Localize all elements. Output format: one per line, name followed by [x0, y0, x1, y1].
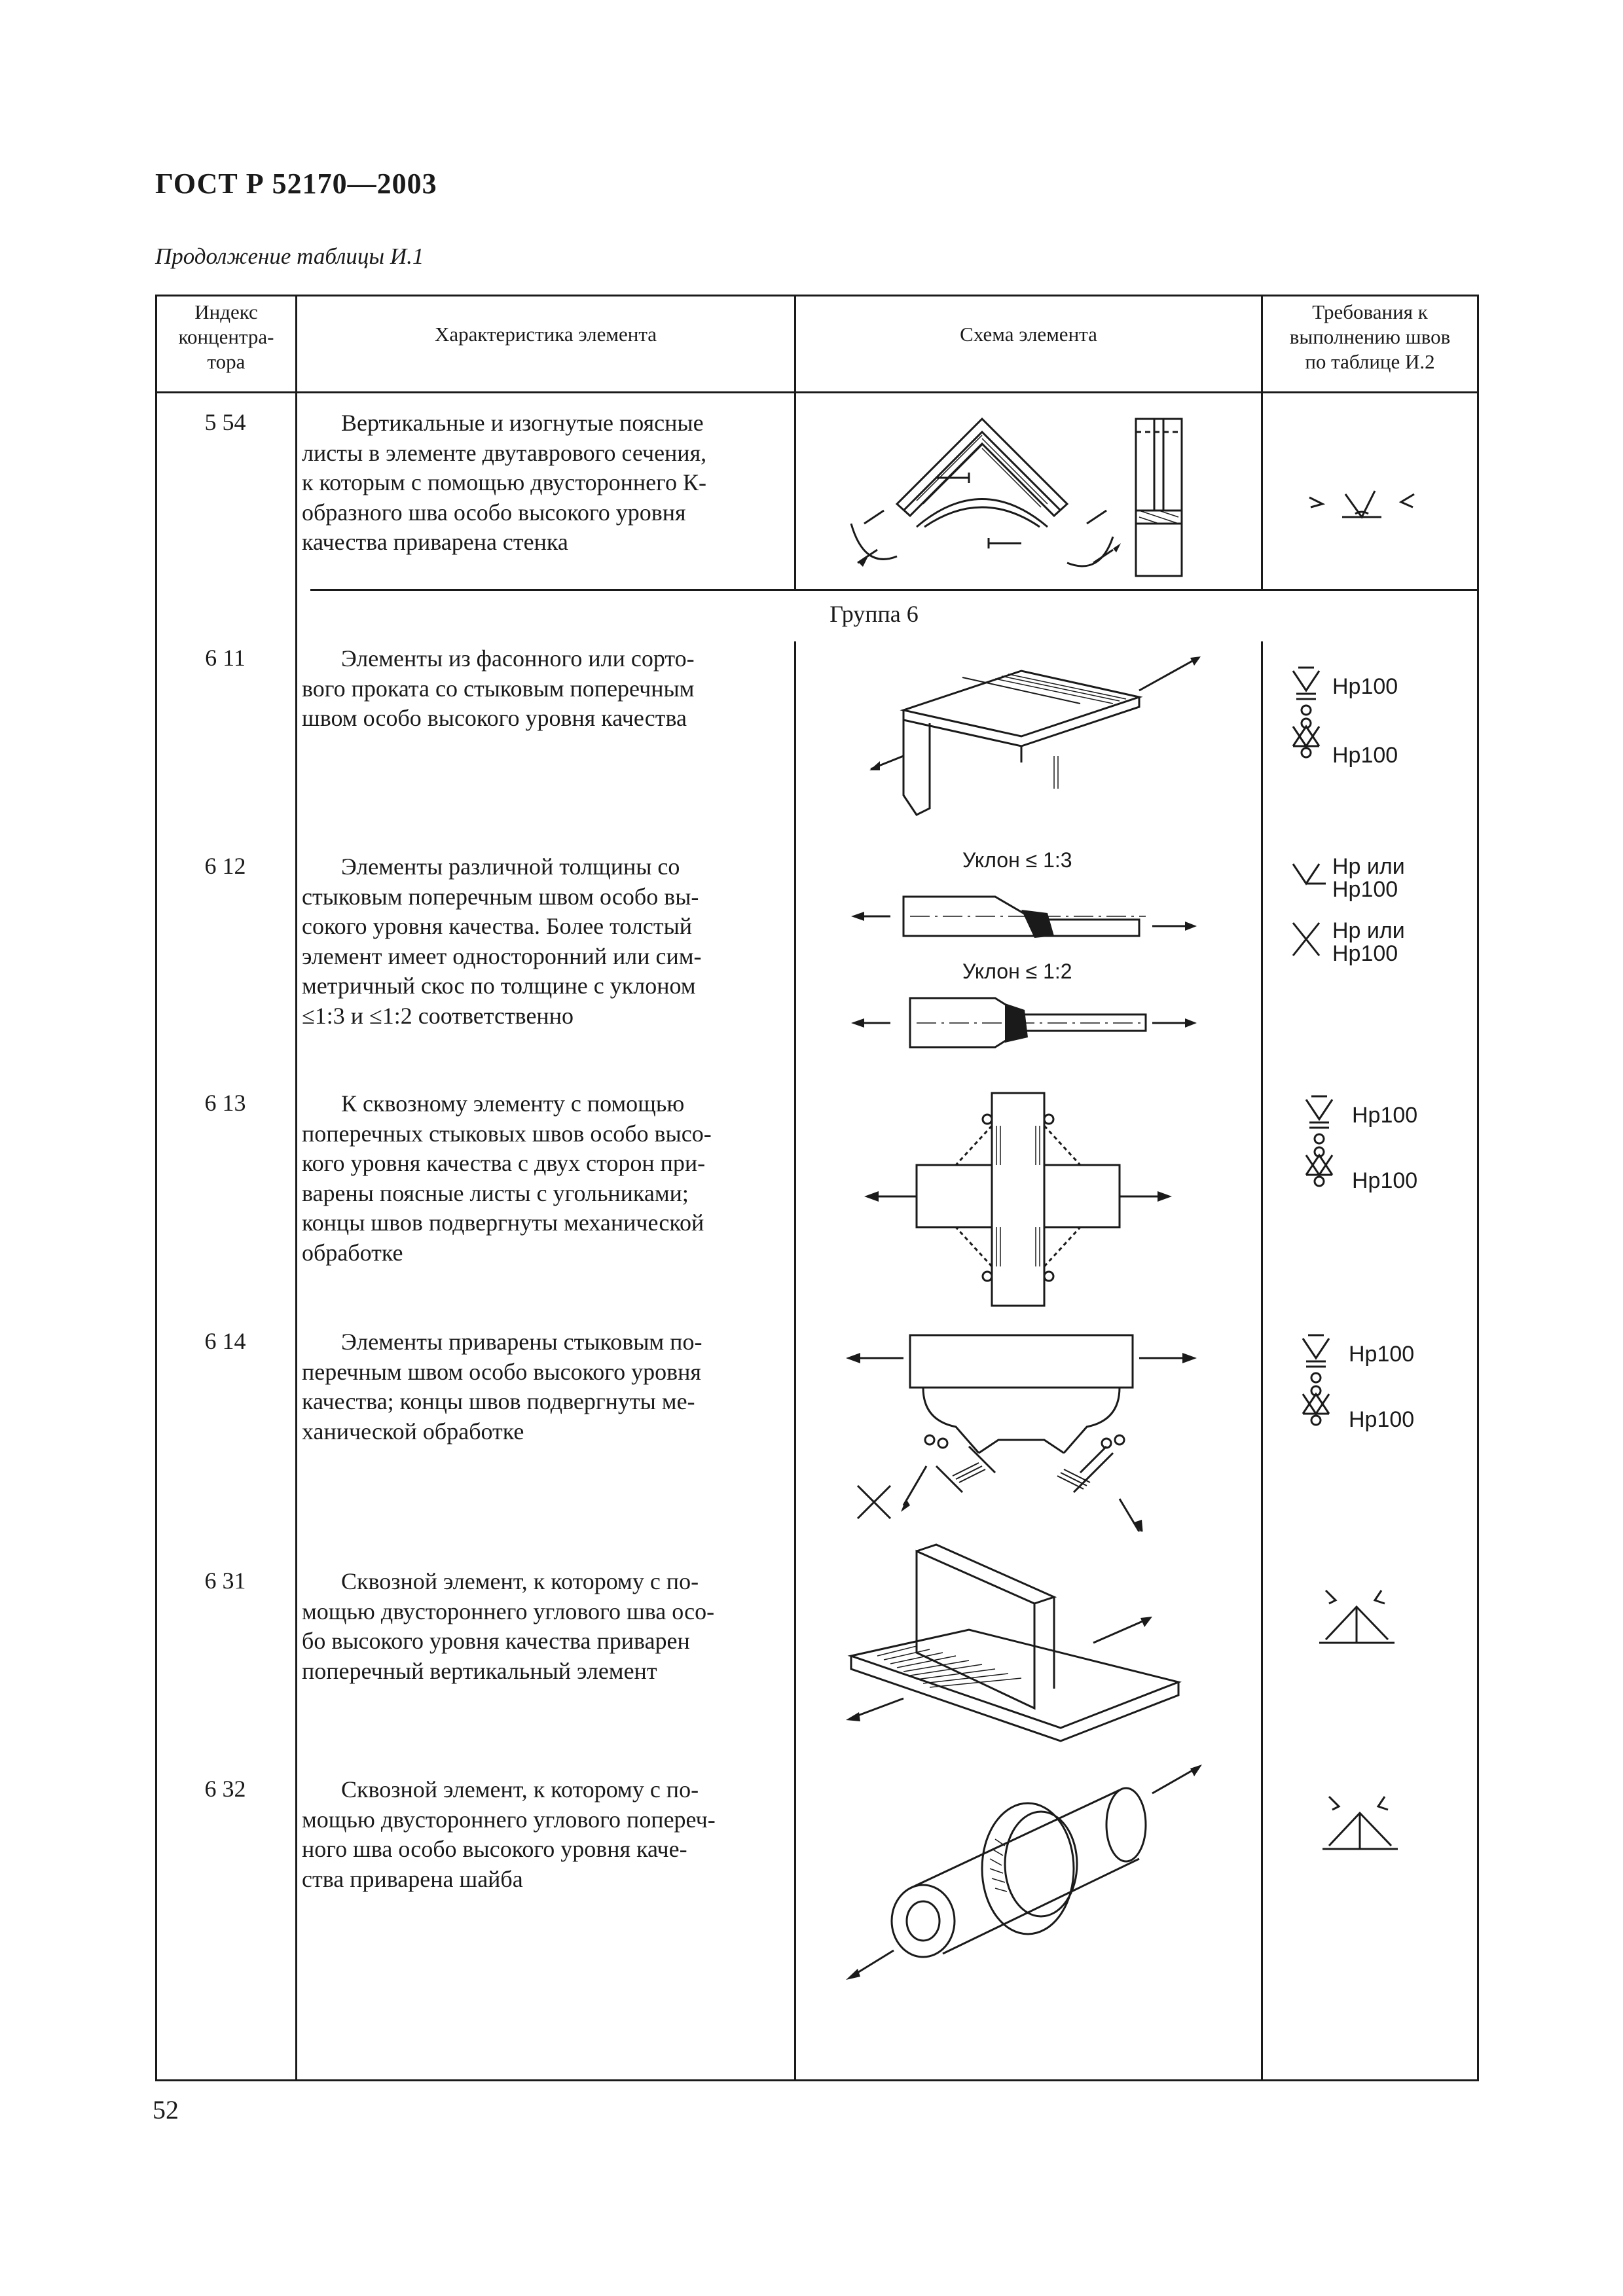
row-index: 6 13 — [204, 1090, 246, 1116]
desc-line: поперечных стыковых швов особо высо- — [302, 1120, 712, 1147]
desc-line: швом особо высокого уровня качества — [302, 705, 687, 731]
butt-weld-symbols-6-11 — [1280, 661, 1463, 792]
desc-line: Элементы различной толщины со — [341, 853, 680, 880]
scheme-different-thickness — [838, 848, 1231, 1064]
header-req-line: по таблице И.2 — [1305, 350, 1435, 373]
butt-weld-symbols-6-12 — [1280, 851, 1476, 982]
desc-line: К сквозному элементу с помощью — [341, 1090, 685, 1117]
header-index-line: Индекс — [194, 300, 258, 323]
row-description — [302, 408, 784, 558]
header-index-line: концентра- — [178, 325, 274, 348]
row-index: 6 31 — [204, 1568, 246, 1594]
requirement-label: Нр100 — [1332, 877, 1398, 902]
row-description — [302, 1567, 784, 1686]
desc-line: качества приварена стенка — [302, 529, 568, 555]
header-req-line: Требования к — [1312, 300, 1428, 323]
desc-line: ного шва особо высокого уровня каче- — [302, 1836, 687, 1862]
scheme-rolled-profile-butt — [864, 638, 1231, 825]
column-divider-3b — [1261, 641, 1263, 2081]
requirement-label: Нр100 — [1349, 1342, 1415, 1367]
column-divider-2b — [794, 641, 796, 2081]
desc-line: качества; концы швов подвергнуты ме- — [302, 1388, 695, 1414]
table-top-border — [155, 295, 1479, 296]
row-index: 6 12 — [204, 853, 246, 879]
document-title: ГОСТ Р 52170—2003 — [155, 168, 437, 200]
row-description — [302, 644, 784, 734]
row-description — [302, 852, 784, 1031]
desc-line: метричный скос по толщине с уклоном — [302, 973, 696, 999]
group-rule — [310, 589, 1479, 591]
header-bottom-rule — [155, 391, 1479, 393]
desc-line: вого проката со стыковым поперечным — [302, 675, 695, 702]
requirement-label: Нр100 — [1332, 941, 1398, 966]
desc-line: мощью двустороннего углового попереч- — [302, 1806, 716, 1833]
table-left-border — [155, 295, 157, 2081]
desc-line: Элементы приварены стыковым по- — [341, 1329, 702, 1355]
desc-line: поперечный вертикальный элемент — [302, 1657, 657, 1684]
row-description — [302, 1089, 784, 1268]
fillet-weld-symbol — [1309, 1581, 1408, 1653]
scheme-washer-tube — [831, 1761, 1224, 1983]
column-divider-1 — [295, 295, 297, 2081]
desc-line: ≤1:3 и ≤1:2 соответственно — [302, 1002, 574, 1029]
fillet-weld-symbol-washer — [1313, 1787, 1411, 1859]
desc-line: стыковым поперечным швом особо вы- — [302, 883, 699, 910]
desc-line: мощью двустороннего углового шва осо- — [302, 1598, 715, 1624]
requirement-label: Нр100 — [1332, 743, 1398, 768]
row-index: 6 14 — [204, 1328, 246, 1354]
row-description — [302, 1775, 784, 1894]
scheme-butt-ends-machined — [838, 1322, 1231, 1532]
slope-label: Уклон ≤ 1:2 — [962, 960, 1072, 983]
requirement-label: Нр100 — [1352, 1103, 1418, 1128]
desc-line: варены поясные листы с угольниками; — [302, 1179, 689, 1206]
desc-line: Элементы из фасонного или сорто- — [341, 645, 695, 672]
requirement-label: Нр или — [1332, 854, 1405, 879]
table-bottom-border — [155, 2079, 1479, 2081]
scheme-through-element-flanges — [858, 1086, 1224, 1316]
desc-line: Сквозной элемент, к которому с по- — [341, 1568, 699, 1594]
header-requirements — [1263, 300, 1477, 374]
desc-line: листы в элементе двутаврового сечения, — [302, 439, 707, 466]
desc-line: образного шва особо высокого уровня — [302, 499, 686, 526]
requirement-label: Нр или — [1332, 918, 1405, 943]
slope-label: Уклон ≤ 1:3 — [962, 848, 1072, 872]
butt-weld-symbols-6-13 — [1293, 1090, 1476, 1221]
page-number: 52 — [153, 2095, 179, 2125]
row-index: 6 11 — [205, 645, 246, 671]
row-description — [302, 1327, 784, 1446]
requirement-label: Нр100 — [1332, 674, 1398, 699]
desc-line: Вертикальные и изогнутые поясные — [341, 410, 704, 436]
requirement-label: Нр100 — [1352, 1168, 1418, 1193]
header-scheme: Схема элемента — [960, 323, 1097, 346]
header-index-line: тора — [207, 350, 246, 373]
desc-line: бо высокого уровня качества приварен — [302, 1628, 690, 1654]
scheme-fillet-vertical-element — [838, 1538, 1205, 1748]
requirement-label: Нр100 — [1349, 1407, 1415, 1432]
row-index: 6 32 — [204, 1776, 246, 1802]
group-label: Группа 6 — [830, 601, 919, 627]
table-caption: Продолжение таблицы И.1 — [155, 243, 424, 269]
row-index: 5 54 — [204, 409, 246, 435]
scheme-k-weld-bent-flange — [838, 406, 1211, 583]
desc-line: концы швов подвергнуты механической — [302, 1210, 704, 1236]
desc-line: ханической обработке — [302, 1418, 524, 1444]
header-req-line: выполнению швов — [1289, 325, 1451, 348]
table-right-border — [1477, 295, 1479, 2081]
k-weld-symbol — [1296, 481, 1427, 527]
desc-line: элемент имеет односторонний или сим- — [302, 942, 702, 969]
desc-line: перечным швом особо высокого уровня — [302, 1358, 701, 1385]
desc-line: кого уровня качества с двух сторон при- — [302, 1150, 706, 1176]
desc-line: обработке — [302, 1239, 403, 1266]
desc-line: сокого уровня качества. Более толстый — [302, 913, 693, 939]
desc-line: к которым с помощью двустороннего К- — [302, 469, 706, 495]
header-index — [157, 300, 295, 374]
butt-weld-symbols-6-14 — [1290, 1329, 1473, 1460]
desc-line: ства приварена шайба — [302, 1865, 523, 1892]
header-characteristic: Характеристика элемента — [434, 323, 657, 346]
desc-line: Сквозной элемент, к которому с по- — [341, 1776, 699, 1803]
